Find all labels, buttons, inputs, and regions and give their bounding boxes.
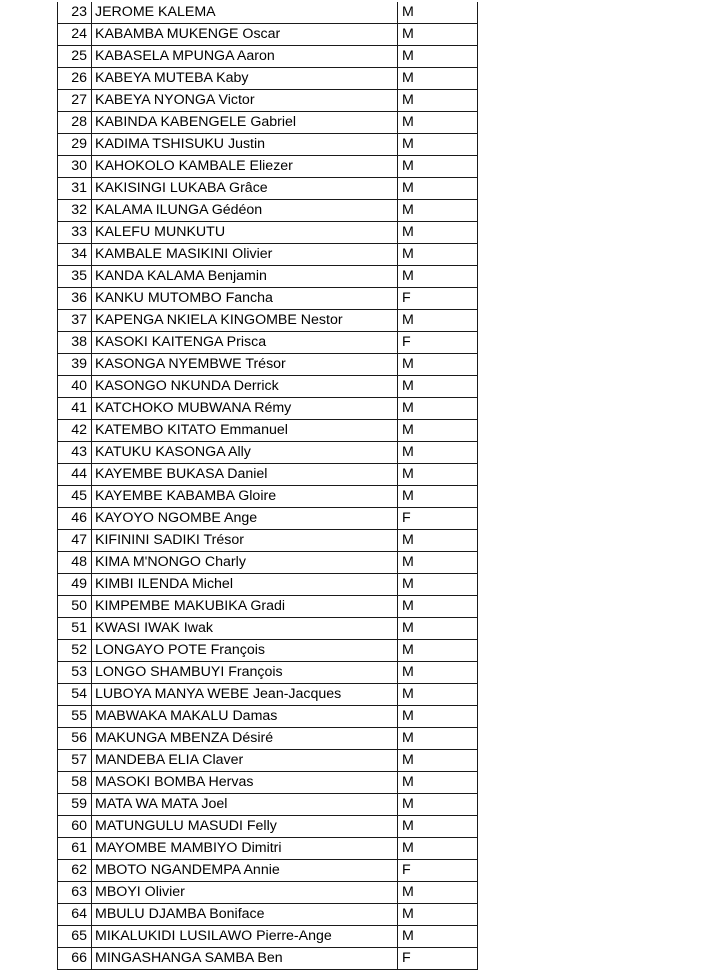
- sex-cell: M: [398, 684, 478, 706]
- name-cell: MASOKI BOMBA Hervas: [92, 772, 398, 794]
- name-cell: KABINDA KABENGELE Gabriel: [92, 112, 398, 134]
- sex-cell: M: [398, 750, 478, 772]
- participant-table: [57, 2, 478, 970]
- sex-cell: M: [398, 662, 478, 684]
- table-row: [58, 640, 478, 662]
- sex-cell: M: [398, 178, 478, 200]
- sex-cell: M: [398, 24, 478, 46]
- row-number-cell: 48: [58, 552, 92, 574]
- name-cell: KATEMBO KITATO Emmanuel: [92, 420, 398, 442]
- name-cell: KADIMA TSHISUKU Justin: [92, 134, 398, 156]
- table-row: [58, 618, 478, 640]
- row-number-cell: 64: [58, 904, 92, 926]
- sex-cell: M: [398, 618, 478, 640]
- table-row: [58, 772, 478, 794]
- name-cell: KASOKI KAITENGA Prisca: [92, 332, 398, 354]
- sex-cell: M: [398, 772, 478, 794]
- row-number-cell: 29: [58, 134, 92, 156]
- sex-cell: M: [398, 200, 478, 222]
- row-number-cell: 27: [58, 90, 92, 112]
- sex-cell: M: [398, 420, 478, 442]
- table-row: [58, 816, 478, 838]
- name-cell: JEROME KALEMA: [92, 2, 398, 24]
- sex-cell: M: [398, 90, 478, 112]
- name-cell: KANDA KALAMA Benjamin: [92, 266, 398, 288]
- table-row: [58, 420, 478, 442]
- row-number-cell: 54: [58, 684, 92, 706]
- table-row: [58, 398, 478, 420]
- table-row: [58, 794, 478, 816]
- sex-cell: M: [398, 398, 478, 420]
- name-cell: MANDEBA ELIA Claver: [92, 750, 398, 772]
- row-number-cell: 61: [58, 838, 92, 860]
- row-number-cell: 66: [58, 948, 92, 970]
- name-cell: KIMBI ILENDA Michel: [92, 574, 398, 596]
- row-number-cell: 34: [58, 244, 92, 266]
- name-cell: MBOTO NGANDEMPA Annie: [92, 860, 398, 882]
- row-number-cell: 42: [58, 420, 92, 442]
- name-cell: KAMBALE MASIKINI Olivier: [92, 244, 398, 266]
- name-cell: KALAMA ILUNGA Gédéon: [92, 200, 398, 222]
- row-number-cell: 25: [58, 46, 92, 68]
- sex-cell: M: [398, 2, 478, 24]
- name-cell: MAYOMBE MAMBIYO Dimitri: [92, 838, 398, 860]
- name-cell: KABAMBA MUKENGE Oscar: [92, 24, 398, 46]
- row-number-cell: 23: [58, 2, 92, 24]
- sex-cell: M: [398, 904, 478, 926]
- table-row: [58, 926, 478, 948]
- table-row: [58, 662, 478, 684]
- row-number-cell: 33: [58, 222, 92, 244]
- name-cell: MAKUNGA MBENZA Désiré: [92, 728, 398, 750]
- row-number-cell: 58: [58, 772, 92, 794]
- table-row: [58, 882, 478, 904]
- sex-cell: M: [398, 354, 478, 376]
- table-row: [58, 244, 478, 266]
- name-cell: KALEFU MUNKUTU: [92, 222, 398, 244]
- table-row: [58, 2, 478, 24]
- table-row: [58, 486, 478, 508]
- sex-cell: F: [398, 332, 478, 354]
- name-cell: KATUKU KASONGA Ally: [92, 442, 398, 464]
- name-cell: KWASI IWAK Iwak: [92, 618, 398, 640]
- name-cell: KAHOKOLO KAMBALE Eliezer: [92, 156, 398, 178]
- row-number-cell: 52: [58, 640, 92, 662]
- table-row: [58, 288, 478, 310]
- row-number-cell: 55: [58, 706, 92, 728]
- row-number-cell: 39: [58, 354, 92, 376]
- sex-cell: M: [398, 112, 478, 134]
- sex-cell: M: [398, 46, 478, 68]
- row-number-cell: 43: [58, 442, 92, 464]
- name-cell: MINGASHANGA SAMBA Ben: [92, 948, 398, 970]
- table-row: [58, 464, 478, 486]
- row-number-cell: 37: [58, 310, 92, 332]
- table-row: [58, 904, 478, 926]
- name-cell: KAYOYO NGOMBE Ange: [92, 508, 398, 530]
- row-number-cell: 51: [58, 618, 92, 640]
- row-number-cell: 26: [58, 68, 92, 90]
- name-cell: KABEYA NYONGA Victor: [92, 90, 398, 112]
- row-number-cell: 46: [58, 508, 92, 530]
- table-row: [58, 530, 478, 552]
- table-row: [58, 178, 478, 200]
- row-number-cell: 36: [58, 288, 92, 310]
- table-row: [58, 310, 478, 332]
- name-cell: KAKISINGI LUKABA Grâce: [92, 178, 398, 200]
- table-row: [58, 134, 478, 156]
- table-row: [58, 706, 478, 728]
- sex-cell: M: [398, 486, 478, 508]
- sex-cell: M: [398, 794, 478, 816]
- row-number-cell: 65: [58, 926, 92, 948]
- name-cell: KIFININI SADIKI Trésor: [92, 530, 398, 552]
- table-row: [58, 574, 478, 596]
- name-cell: KASONGO NKUNDA Derrick: [92, 376, 398, 398]
- sex-cell: M: [398, 926, 478, 948]
- name-cell: MBULU DJAMBA Boniface: [92, 904, 398, 926]
- table-row: [58, 684, 478, 706]
- row-number-cell: 31: [58, 178, 92, 200]
- name-cell: KABASELA MPUNGA Aaron: [92, 46, 398, 68]
- sex-cell: F: [398, 288, 478, 310]
- participant-table-body: [58, 2, 478, 970]
- name-cell: KANKU MUTOMBO Fancha: [92, 288, 398, 310]
- row-number-cell: 62: [58, 860, 92, 882]
- table-row: [58, 442, 478, 464]
- table-row: [58, 112, 478, 134]
- table-row: [58, 46, 478, 68]
- name-cell: MATA WA MATA Joel: [92, 794, 398, 816]
- table-row: [58, 354, 478, 376]
- sex-cell: M: [398, 530, 478, 552]
- name-cell: KASONGA NYEMBWE Trésor: [92, 354, 398, 376]
- table-row: [58, 750, 478, 772]
- row-number-cell: 56: [58, 728, 92, 750]
- name-cell: MIKALUKIDI LUSILAWO Pierre-Ange: [92, 926, 398, 948]
- name-cell: KAPENGA NKIELA KINGOMBE Nestor: [92, 310, 398, 332]
- row-number-cell: 59: [58, 794, 92, 816]
- row-number-cell: 60: [58, 816, 92, 838]
- row-number-cell: 44: [58, 464, 92, 486]
- name-cell: MBOYI Olivier: [92, 882, 398, 904]
- row-number-cell: 45: [58, 486, 92, 508]
- row-number-cell: 40: [58, 376, 92, 398]
- sex-cell: F: [398, 508, 478, 530]
- sex-cell: F: [398, 860, 478, 882]
- table-row: [58, 90, 478, 112]
- sex-cell: F: [398, 948, 478, 970]
- sex-cell: M: [398, 134, 478, 156]
- name-cell: KIMPEMBE MAKUBIKA Gradi: [92, 596, 398, 618]
- table-row: [58, 860, 478, 882]
- row-number-cell: 24: [58, 24, 92, 46]
- table-row: [58, 200, 478, 222]
- row-number-cell: 53: [58, 662, 92, 684]
- row-number-cell: 47: [58, 530, 92, 552]
- name-cell: KABEYA MUTEBA Kaby: [92, 68, 398, 90]
- sex-cell: M: [398, 68, 478, 90]
- row-number-cell: 57: [58, 750, 92, 772]
- sex-cell: M: [398, 574, 478, 596]
- sex-cell: M: [398, 706, 478, 728]
- table-row: [58, 948, 478, 970]
- sex-cell: M: [398, 728, 478, 750]
- name-cell: LUBOYA MANYA WEBE Jean-Jacques: [92, 684, 398, 706]
- name-cell: KATCHOKO MUBWANA Rémy: [92, 398, 398, 420]
- table-row: [58, 838, 478, 860]
- name-cell: KIMA M'NONGO Charly: [92, 552, 398, 574]
- row-number-cell: 63: [58, 882, 92, 904]
- name-cell: LONGAYO POTE François: [92, 640, 398, 662]
- row-number-cell: 38: [58, 332, 92, 354]
- sex-cell: M: [398, 882, 478, 904]
- table-row: [58, 376, 478, 398]
- name-cell: MABWAKA MAKALU Damas: [92, 706, 398, 728]
- sex-cell: M: [398, 552, 478, 574]
- sex-cell: M: [398, 310, 478, 332]
- sex-cell: M: [398, 596, 478, 618]
- table-row: [58, 728, 478, 750]
- row-number-cell: 35: [58, 266, 92, 288]
- row-number-cell: 41: [58, 398, 92, 420]
- table-row: [58, 68, 478, 90]
- sex-cell: M: [398, 442, 478, 464]
- row-number-cell: 30: [58, 156, 92, 178]
- table-row: [58, 332, 478, 354]
- sex-cell: M: [398, 156, 478, 178]
- table-row: [58, 156, 478, 178]
- row-number-cell: 28: [58, 112, 92, 134]
- name-cell: KAYEMBE KABAMBA Gloire: [92, 486, 398, 508]
- sex-cell: M: [398, 244, 478, 266]
- table-row: [58, 552, 478, 574]
- row-number-cell: 32: [58, 200, 92, 222]
- table-row: [58, 596, 478, 618]
- table-row: [58, 24, 478, 46]
- table-row: [58, 508, 478, 530]
- sex-cell: M: [398, 376, 478, 398]
- name-cell: KAYEMBE BUKASA Daniel: [92, 464, 398, 486]
- row-number-cell: 49: [58, 574, 92, 596]
- sex-cell: M: [398, 266, 478, 288]
- name-cell: MATUNGULU MASUDI Felly: [92, 816, 398, 838]
- sex-cell: M: [398, 838, 478, 860]
- sex-cell: M: [398, 464, 478, 486]
- sex-cell: M: [398, 640, 478, 662]
- sex-cell: M: [398, 816, 478, 838]
- sex-cell: M: [398, 222, 478, 244]
- table-row: [58, 266, 478, 288]
- table-row: [58, 222, 478, 244]
- name-cell: LONGO SHAMBUYI François: [92, 662, 398, 684]
- row-number-cell: 50: [58, 596, 92, 618]
